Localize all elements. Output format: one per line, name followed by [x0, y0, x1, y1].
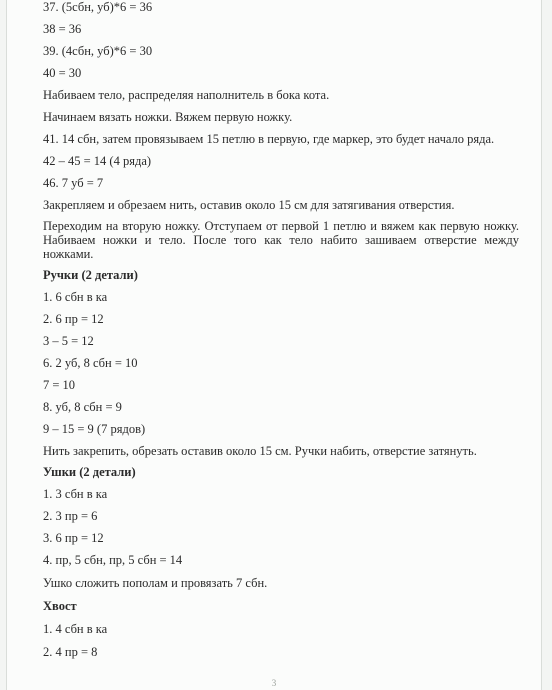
instruction-arms-finish: Нить закрепить, обрезать оставив около 15 см. Ручки набить, отверстие затянуть. — [43, 444, 477, 458]
ears-row-1: 1. 3 сбн в ка — [43, 487, 108, 501]
document-page — [6, 0, 542, 690]
ears-row-3: 3. 6 пр = 12 — [43, 531, 104, 545]
page-number: 3 — [271, 678, 277, 688]
section-heading-ears: Ушки (2 детали) — [43, 465, 136, 479]
instruction-fasten-off: Закрепляем и обрезаем нить, оставив около 15 см для затягивания отверстия. — [43, 198, 455, 212]
ears-row-2: 2. 3 пр = 6 — [43, 509, 98, 523]
arms-row-3-5: 3 – 5 = 12 — [43, 334, 94, 348]
instruction-stuff-body: Набиваем тело, распределяя наполнитель в бока кота. — [43, 88, 330, 102]
arms-row-7: 7 = 10 — [43, 378, 76, 392]
instruction-second-leg: Переходим на вторую ножку. Отступаем от первой 1 петлю и вяжем как первую ножку. Набиваем ножки и тело. После того как тело набито зашиваем отверстие между ножками. — [43, 219, 519, 261]
pattern-row-41: 41. 14 сбн, затем провязываем 15 петлю в первую, где маркер, это будет начало ряда. — [43, 132, 495, 146]
instruction-start-legs: Начинаем вязать ножки. Вяжем первую ножку. — [43, 110, 293, 124]
arms-row-1: 1. 6 сбн в ка — [43, 290, 108, 304]
pattern-row-37: 37. (5сбн, уб)*6 = 36 — [43, 0, 153, 14]
arms-row-8: 8. уб, 8 сбн = 9 — [43, 400, 122, 414]
pattern-row-46: 46. 7 уб = 7 — [43, 176, 104, 190]
tail-row-2: 2. 4 пр = 8 — [43, 645, 98, 659]
tail-row-1: 1. 4 сбн в ка — [43, 622, 108, 636]
section-heading-tail: Хвост — [43, 599, 77, 613]
pattern-row-38: 38 = 36 — [43, 22, 82, 36]
pattern-row-40: 40 = 30 — [43, 66, 82, 80]
arms-row-9-15: 9 – 15 = 9 (7 рядов) — [43, 422, 146, 436]
section-heading-arms: Ручки (2 детали) — [43, 268, 138, 282]
arms-row-2: 2. 6 пр = 12 — [43, 312, 104, 326]
arms-row-6: 6. 2 уб, 8 сбн = 10 — [43, 356, 138, 370]
instruction-ears-finish: Ушко сложить пополам и провязать 7 сбн. — [43, 576, 268, 590]
pattern-row-42-45: 42 – 45 = 14 (4 ряда) — [43, 154, 152, 168]
pattern-row-39: 39. (4сбн, уб)*6 = 30 — [43, 44, 153, 58]
ears-row-4: 4. пр, 5 сбн, пр, 5 сбн = 14 — [43, 553, 183, 567]
